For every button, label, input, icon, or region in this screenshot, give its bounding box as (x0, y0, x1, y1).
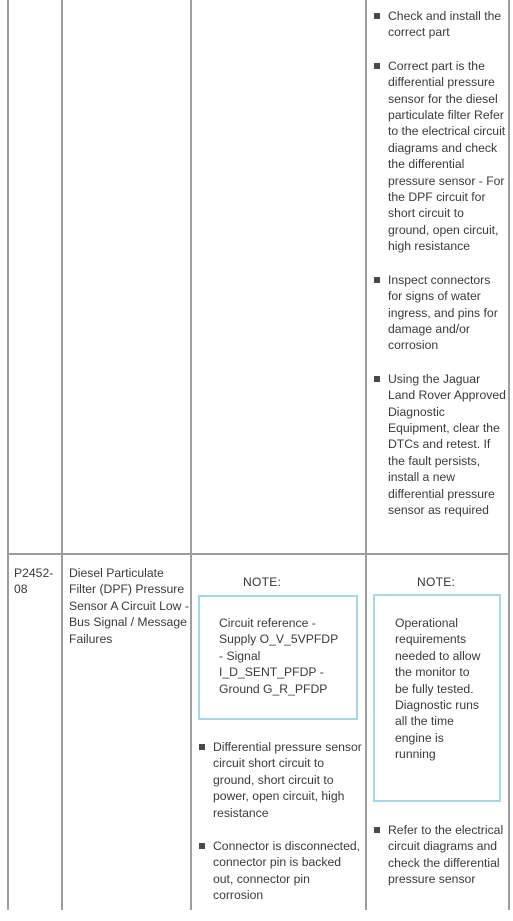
bullet-icon (374, 827, 380, 833)
table-border-right (508, 0, 510, 910)
dtc-description: Diesel Particulate Filter (DPF) Pressure Sensor A Circuit Low - Bus Signal / Message Failures (69, 566, 189, 646)
table-border-left (7, 0, 9, 910)
row-divider (7, 553, 510, 555)
bullet-icon (199, 744, 205, 750)
note-title: NOTE: (243, 575, 282, 589)
list-item: Connector is disconnected, connector pin is backed out, connector pin corrosion (197, 838, 363, 904)
list-item: Inspect connectors for signs of water ingress, and pins for damage and/or corrosion (372, 272, 506, 354)
bullet-icon (374, 13, 380, 19)
note-text: Operational requirements needed to allow the monitor to be fully tested. Diagnostic runs all the time engine is running (395, 616, 481, 762)
note-box (198, 595, 358, 720)
table-divider-col2 (190, 0, 192, 910)
list-item: Refer to the electrical circuit diagrams and check the differential pressure sensor (372, 822, 506, 888)
bullet-icon (374, 63, 380, 69)
bullet-icon (374, 277, 380, 283)
bullet-icon (199, 843, 205, 849)
list-item: Check and install the correct part (372, 8, 506, 41)
top-row-actions (372, 8, 506, 535)
bullet-icon (374, 376, 380, 382)
list-item: Differential pressure sensor circuit short circuit to ground, short circuit to power, open circuit, high resistance (197, 739, 363, 821)
table-divider-col3 (365, 0, 367, 910)
possible-causes-list (197, 739, 363, 921)
note-title: NOTE: (417, 575, 456, 589)
list-item: Using the Jaguar Land Rover Approved Diagnostic Equipment, clear the DTCs and retest. If the fault persists, install a new differential pressure sensor as required (372, 371, 506, 519)
list-item: Correct part is the differential pressure sensor for the diesel particulate filter Refer to the electrical circuit diagrams and check the differential pressure sensor - For the DPF circuit for short circuit to ground, open circuit, high resistance (372, 58, 506, 255)
dtc-code: P2452-08 (14, 566, 54, 597)
note-box (373, 594, 501, 802)
actions-list (372, 822, 506, 905)
table-divider-col1 (61, 0, 63, 910)
note-text: Circuit reference - Supply O_V_5VPFDP - Signal I_D_SENT_PFDP - Ground G_R_PFDP (219, 616, 339, 696)
